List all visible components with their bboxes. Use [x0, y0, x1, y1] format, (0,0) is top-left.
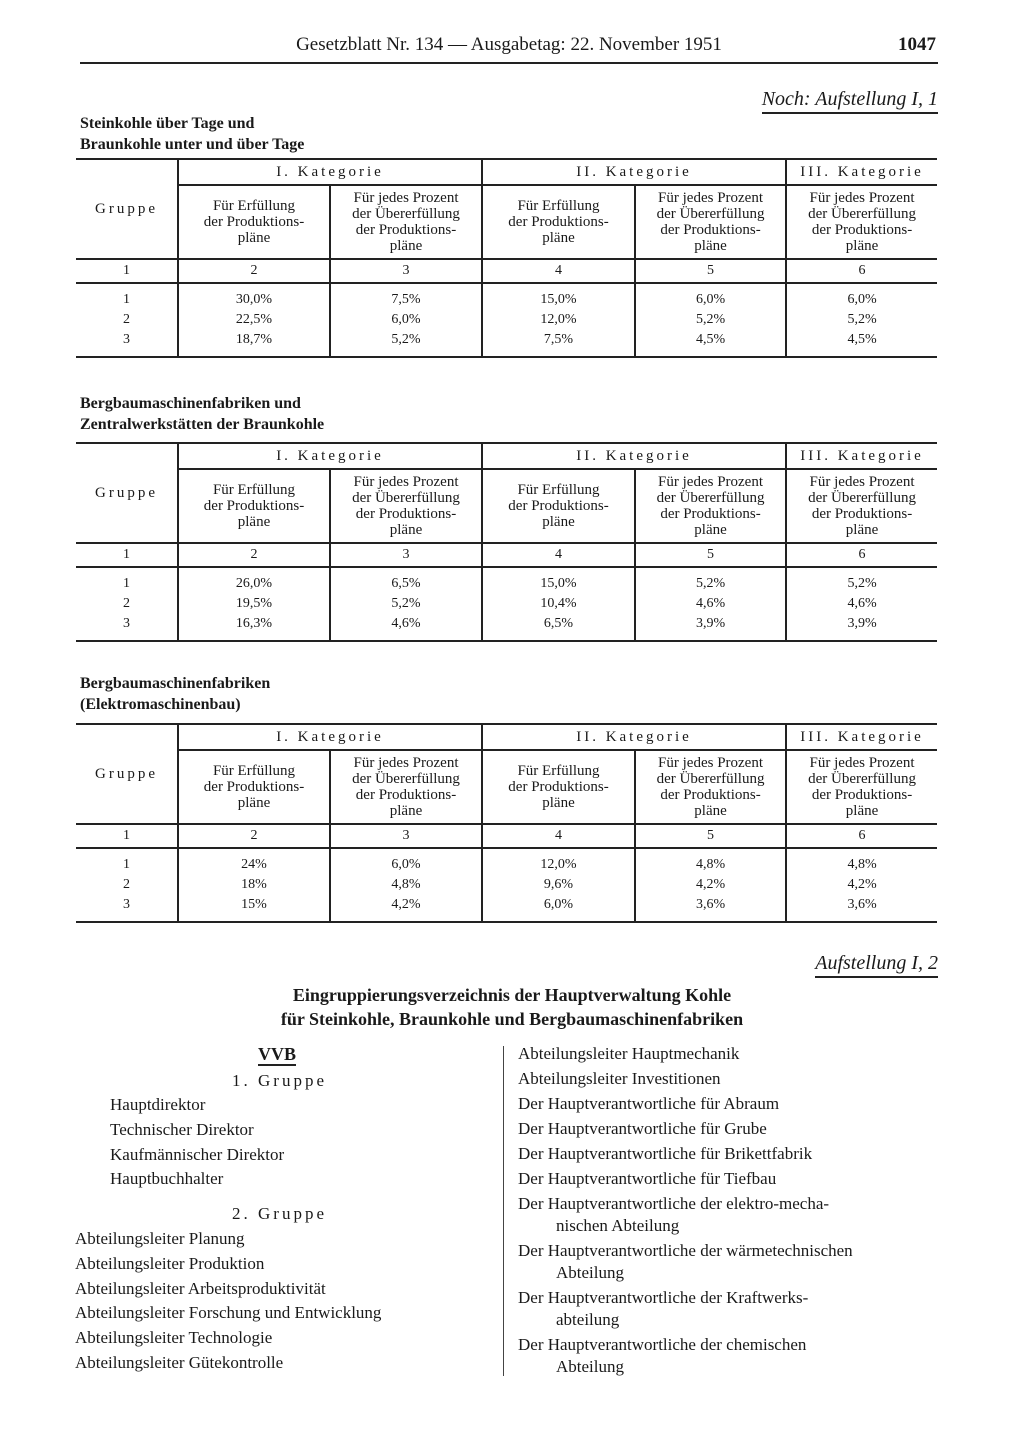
list-item-line: Abteilung — [556, 1263, 624, 1282]
column-number: 3 — [330, 259, 482, 283]
list-item — [518, 1118, 853, 1140]
row-gruppe-cell: 2 — [123, 877, 130, 892]
gruppe-header: Gruppe — [76, 159, 178, 259]
list-item: Hauptdirektor — [110, 1095, 206, 1114]
column-number: 2 — [178, 543, 330, 567]
table-cell: 12,0% — [482, 848, 635, 875]
section-title-line: Zentralwerkstätten der Braunkohle — [80, 416, 325, 433]
gruppe-2-list-continued — [518, 1043, 853, 1381]
table-cell: 4,8% — [786, 848, 937, 875]
header-line: der Produktions- — [508, 779, 609, 795]
kategorie-1-header: I. Kategorie — [178, 159, 482, 185]
header-line: Für jedes Prozent — [658, 190, 764, 206]
section-title-1 — [80, 113, 304, 155]
kategorie-2-header: II. Kategorie — [482, 159, 786, 185]
list-item-line: Der Hauptverantwortliche für Brikettfabrik — [518, 1144, 813, 1163]
header-line: der Produktions- — [203, 498, 305, 514]
column-number: 4 — [482, 824, 635, 848]
column-number: 3 — [330, 824, 482, 848]
gruppe-2-list — [75, 1227, 381, 1376]
table-cell: 3,9% — [786, 614, 937, 641]
column-number: 6 — [786, 543, 937, 567]
header-line: der Produktions- — [355, 222, 457, 238]
table-cell: 6,0% — [482, 895, 635, 922]
row-gruppe-cell: 3 — [76, 895, 178, 922]
header-line: der Übererfüllung — [808, 771, 916, 787]
header-line: der Übererfüllung — [656, 206, 765, 222]
list-item-line: Der Hauptverantwortliche der Kraftwerks- — [518, 1288, 809, 1307]
header-line: pläne — [389, 238, 423, 254]
row-gruppe-cell: 1 — [123, 576, 130, 591]
list-item-line: Der Hauptverantwortliche der chemischen — [518, 1335, 807, 1354]
table-cell: 12,0% — [482, 310, 635, 330]
header-line: der Produktions- — [811, 506, 913, 522]
erfuellung-header — [482, 185, 635, 259]
header-line: Für jedes Prozent — [809, 474, 915, 490]
section-title-3 — [80, 673, 270, 715]
table-cell: 5,2% — [635, 567, 786, 594]
prozent-header — [635, 469, 786, 543]
section-title-line: Bergbaumaschinenfabriken — [80, 675, 271, 692]
list-item-line: Der Hauptverantwortliche für Abraum — [518, 1094, 780, 1113]
section-title-line: Braunkohle unter und über Tage — [80, 136, 305, 153]
header-line: pläne — [694, 238, 727, 254]
prozent-header — [635, 185, 786, 259]
table-cell: 22,5% — [178, 310, 330, 330]
header-line: der Übererfüllung — [352, 206, 460, 222]
row-gruppe-cell: 3 — [76, 330, 178, 357]
table-cell: 4,6% — [786, 594, 937, 614]
list-item — [518, 1068, 853, 1090]
table-cell: 6,0% — [786, 283, 937, 310]
kategorie-3-header: III. Kategorie — [786, 724, 937, 750]
table-row — [76, 895, 937, 922]
gruppe-header: Gruppe — [76, 443, 178, 543]
table-row — [76, 283, 937, 310]
row-gruppe-cell: 3 — [76, 614, 178, 641]
list-item-line: Der Hauptverantwortliche für Tiefbau — [518, 1169, 777, 1188]
list-item: Hauptbuchhalter — [110, 1169, 224, 1189]
table-cell: 6,0% — [330, 310, 482, 330]
column-number: 2 — [178, 824, 330, 848]
main-title-line-1: Eingruppierungsverzeichnis der Hauptverwaltung Kohle — [292, 985, 732, 1005]
table-row — [76, 330, 937, 357]
list-item — [518, 1334, 853, 1378]
column-number: 6 — [786, 259, 937, 283]
erfuellung-header — [482, 750, 635, 824]
gruppe-header: Gruppe — [76, 724, 178, 824]
erfuellung-header — [178, 750, 330, 824]
column-number: 5 — [635, 259, 786, 283]
kategorie-table-3 — [76, 723, 937, 923]
list-item: Abteilungsleiter Gütekontrolle — [75, 1352, 284, 1372]
table-cell: 15,0% — [482, 567, 635, 594]
header-line: Für Erfüllung — [517, 198, 600, 214]
table-cell: 3,6% — [635, 895, 786, 922]
table-cell: 3,6% — [786, 895, 937, 922]
list-item-line: Der Hauptverantwortliche der wärmetechnischen — [518, 1241, 853, 1260]
list-item-line: Abteilungsleiter Hauptmechanik — [518, 1044, 740, 1063]
header-title: Gesetzblatt Nr. 134 — Ausgabetag: 22. November 1951 — [296, 34, 722, 55]
table-cell: 6,0% — [330, 848, 482, 875]
header-line: der Produktions- — [203, 779, 305, 795]
row-gruppe-cell: 2 — [123, 596, 130, 611]
table-row — [76, 875, 937, 895]
list-item-line: Abteilungsleiter Investitionen — [518, 1069, 721, 1088]
header-line: der Produktions- — [508, 214, 609, 230]
column-number: 3 — [330, 543, 482, 567]
section-title-line: (Elektromaschinenbau) — [80, 696, 241, 713]
list-item — [518, 1240, 853, 1284]
prozent-header — [786, 469, 937, 543]
header-line: pläne — [237, 514, 271, 530]
list-item — [518, 1143, 853, 1165]
aufstellung-heading-bottom: Aufstellung I, 2 — [815, 952, 938, 978]
header-line: Für jedes Prozent — [353, 190, 459, 206]
table-cell: 5,2% — [330, 594, 482, 614]
page-number: 1047 — [898, 34, 936, 55]
header-line: Für jedes Prozent — [809, 755, 915, 771]
header-line: der Übererfüllung — [808, 206, 916, 222]
header-line: der Produktions- — [811, 787, 913, 803]
header-line: der Produktions- — [660, 787, 761, 803]
table-cell: 4,2% — [786, 875, 937, 895]
table-cell: 4,6% — [635, 594, 786, 614]
prozent-header — [330, 469, 482, 543]
gruppe-2-heading: 2. Gruppe — [232, 1204, 327, 1223]
table-cell: 15,0% — [482, 283, 635, 310]
header-line: der Produktions- — [660, 222, 761, 238]
column-number: 5 — [635, 543, 786, 567]
header-line: pläne — [389, 803, 423, 819]
header-line: der Produktions- — [660, 506, 761, 522]
list-item — [518, 1043, 853, 1065]
header-line: der Übererfüllung — [352, 490, 460, 506]
header-line: pläne — [694, 803, 727, 819]
table-row — [76, 594, 937, 614]
list-item: Abteilungsleiter Produktion — [75, 1253, 265, 1273]
header-line: pläne — [694, 522, 727, 538]
table-cell: 19,5% — [178, 594, 330, 614]
erfuellung-header — [178, 469, 330, 543]
table-cell: 9,6% — [482, 875, 635, 895]
list-item-line: Der Hauptverantwortliche der elektro-mecha- — [518, 1194, 830, 1213]
table-cell: 7,5% — [482, 330, 635, 357]
list-item — [518, 1287, 853, 1331]
table-cell: 4,2% — [635, 875, 786, 895]
table-cell: 6,0% — [635, 283, 786, 310]
table-row — [76, 567, 937, 594]
list-item: Abteilungsleiter Technologie — [75, 1328, 273, 1348]
header-line: der Produktions- — [203, 214, 305, 230]
column-number: 1 — [76, 824, 178, 848]
header-line: Für Erfüllung — [212, 763, 296, 779]
list-item-line: abteilung — [556, 1310, 620, 1329]
header-line: Für jedes Prozent — [809, 190, 915, 206]
list-item — [518, 1193, 853, 1237]
table-cell: 3,9% — [635, 614, 786, 641]
main-title-line-2: für Steinkohle, Braunkohle und Bergbaumaschinenfabriken — [280, 1009, 744, 1029]
kategorie-1-header: I. Kategorie — [178, 443, 482, 469]
table-cell: 10,4% — [482, 594, 635, 614]
kategorie-2-header: II. Kategorie — [482, 443, 786, 469]
table-cell: 16,3% — [178, 614, 330, 641]
header-line: pläne — [389, 522, 423, 538]
section-title-2 — [80, 393, 324, 435]
list-item: Kaufmännischer Direktor — [110, 1144, 285, 1164]
header-line: pläne — [845, 803, 879, 819]
header-line: pläne — [542, 514, 575, 530]
list-item — [518, 1168, 853, 1190]
header-line: pläne — [237, 230, 271, 246]
table-cell: 4,5% — [786, 330, 937, 357]
list-item: Technischer Direktor — [110, 1119, 254, 1139]
header-line: pläne — [845, 238, 879, 254]
aufstellung-heading-top: Noch: Aufstellung I, 1 — [762, 88, 938, 114]
header-line: Für jedes Prozent — [658, 755, 764, 771]
list-item-line: Abteilung — [556, 1357, 624, 1376]
table-row — [76, 310, 937, 330]
column-number: 1 — [76, 543, 178, 567]
kategorie-table-1 — [76, 158, 937, 358]
row-gruppe-cell: 1 — [123, 292, 130, 307]
kategorie-1-header: I. Kategorie — [178, 724, 482, 750]
header-line: pläne — [845, 522, 879, 538]
table-cell: 4,8% — [635, 848, 786, 875]
prozent-header — [330, 185, 482, 259]
column-number: 5 — [635, 824, 786, 848]
list-item: Abteilungsleiter Planung — [75, 1229, 245, 1248]
section-title-line: Steinkohle über Tage und — [80, 115, 255, 132]
gruppe-1-heading: 1. Gruppe — [232, 1071, 327, 1090]
vvb-heading: VVB — [258, 1044, 297, 1064]
row-gruppe-cell: 2 — [123, 312, 130, 327]
prozent-header — [786, 750, 937, 824]
kategorie-2-header: II. Kategorie — [482, 724, 786, 750]
erfuellung-header — [482, 469, 635, 543]
column-number: 2 — [178, 259, 330, 283]
section-title-line: Bergbaumaschinenfabriken und — [80, 395, 301, 412]
header-line: pläne — [237, 795, 271, 811]
header-line: Für jedes Prozent — [353, 755, 459, 771]
header-line: pläne — [542, 230, 575, 246]
list-item-line: nischen Abteilung — [556, 1216, 680, 1235]
table-cell: 30,0% — [178, 283, 330, 310]
table-cell: 7,5% — [330, 283, 482, 310]
table-cell: 24% — [178, 848, 330, 875]
header-line: Für Erfüllung — [212, 482, 296, 498]
list-item: Abteilungsleiter Forschung und Entwicklung — [75, 1303, 382, 1323]
header-line: der Übererfüllung — [656, 771, 765, 787]
table-cell: 18% — [178, 875, 330, 895]
column-divider — [503, 1046, 504, 1376]
column-number: 6 — [786, 824, 937, 848]
list-item-line: Der Hauptverantwortliche für Grube — [518, 1119, 767, 1138]
header-line: Für Erfüllung — [517, 482, 600, 498]
kategorie-table-2 — [76, 442, 937, 642]
table-cell: 5,2% — [786, 567, 937, 594]
table-row — [76, 848, 937, 875]
header-line: der Übererfüllung — [656, 490, 765, 506]
header-line: Für jedes Prozent — [353, 474, 459, 490]
header-line: der Produktions- — [508, 498, 609, 514]
prozent-header — [635, 750, 786, 824]
kategorie-3-header: III. Kategorie — [786, 443, 937, 469]
column-number: 4 — [482, 543, 635, 567]
row-gruppe-cell: 1 — [123, 857, 130, 872]
header-line: der Produktions- — [811, 222, 913, 238]
table-cell: 15% — [178, 895, 330, 922]
header-line: pläne — [542, 795, 575, 811]
list-item — [518, 1093, 853, 1115]
table-cell: 4,5% — [635, 330, 786, 357]
header-line: Für jedes Prozent — [658, 474, 764, 490]
prozent-header — [786, 185, 937, 259]
list-item: Abteilungsleiter Arbeitsproduktivität — [75, 1278, 326, 1298]
table-cell: 4,6% — [330, 614, 482, 641]
erfuellung-header — [178, 185, 330, 259]
table-cell: 5,2% — [635, 310, 786, 330]
table-cell: 6,5% — [330, 567, 482, 594]
table-row — [76, 614, 937, 641]
table-cell: 4,8% — [330, 875, 482, 895]
table-cell: 6,5% — [482, 614, 635, 641]
table-cell: 26,0% — [178, 567, 330, 594]
column-number: 4 — [482, 259, 635, 283]
table-cell: 18,7% — [178, 330, 330, 357]
header-line: der Übererfüllung — [352, 771, 460, 787]
header-line: Für Erfüllung — [212, 198, 296, 214]
header-line: der Produktions- — [355, 787, 457, 803]
header-line: der Übererfüllung — [808, 490, 916, 506]
table-cell: 4,2% — [330, 895, 482, 922]
column-number: 1 — [76, 259, 178, 283]
page-header — [80, 30, 938, 64]
header-line: Für Erfüllung — [517, 763, 600, 779]
header-line: der Produktions- — [355, 506, 457, 522]
gruppe-1-list — [110, 1093, 284, 1192]
table-cell: 5,2% — [786, 310, 937, 330]
table-cell: 5,2% — [330, 330, 482, 357]
kategorie-3-header: III. Kategorie — [786, 159, 937, 185]
prozent-header — [330, 750, 482, 824]
